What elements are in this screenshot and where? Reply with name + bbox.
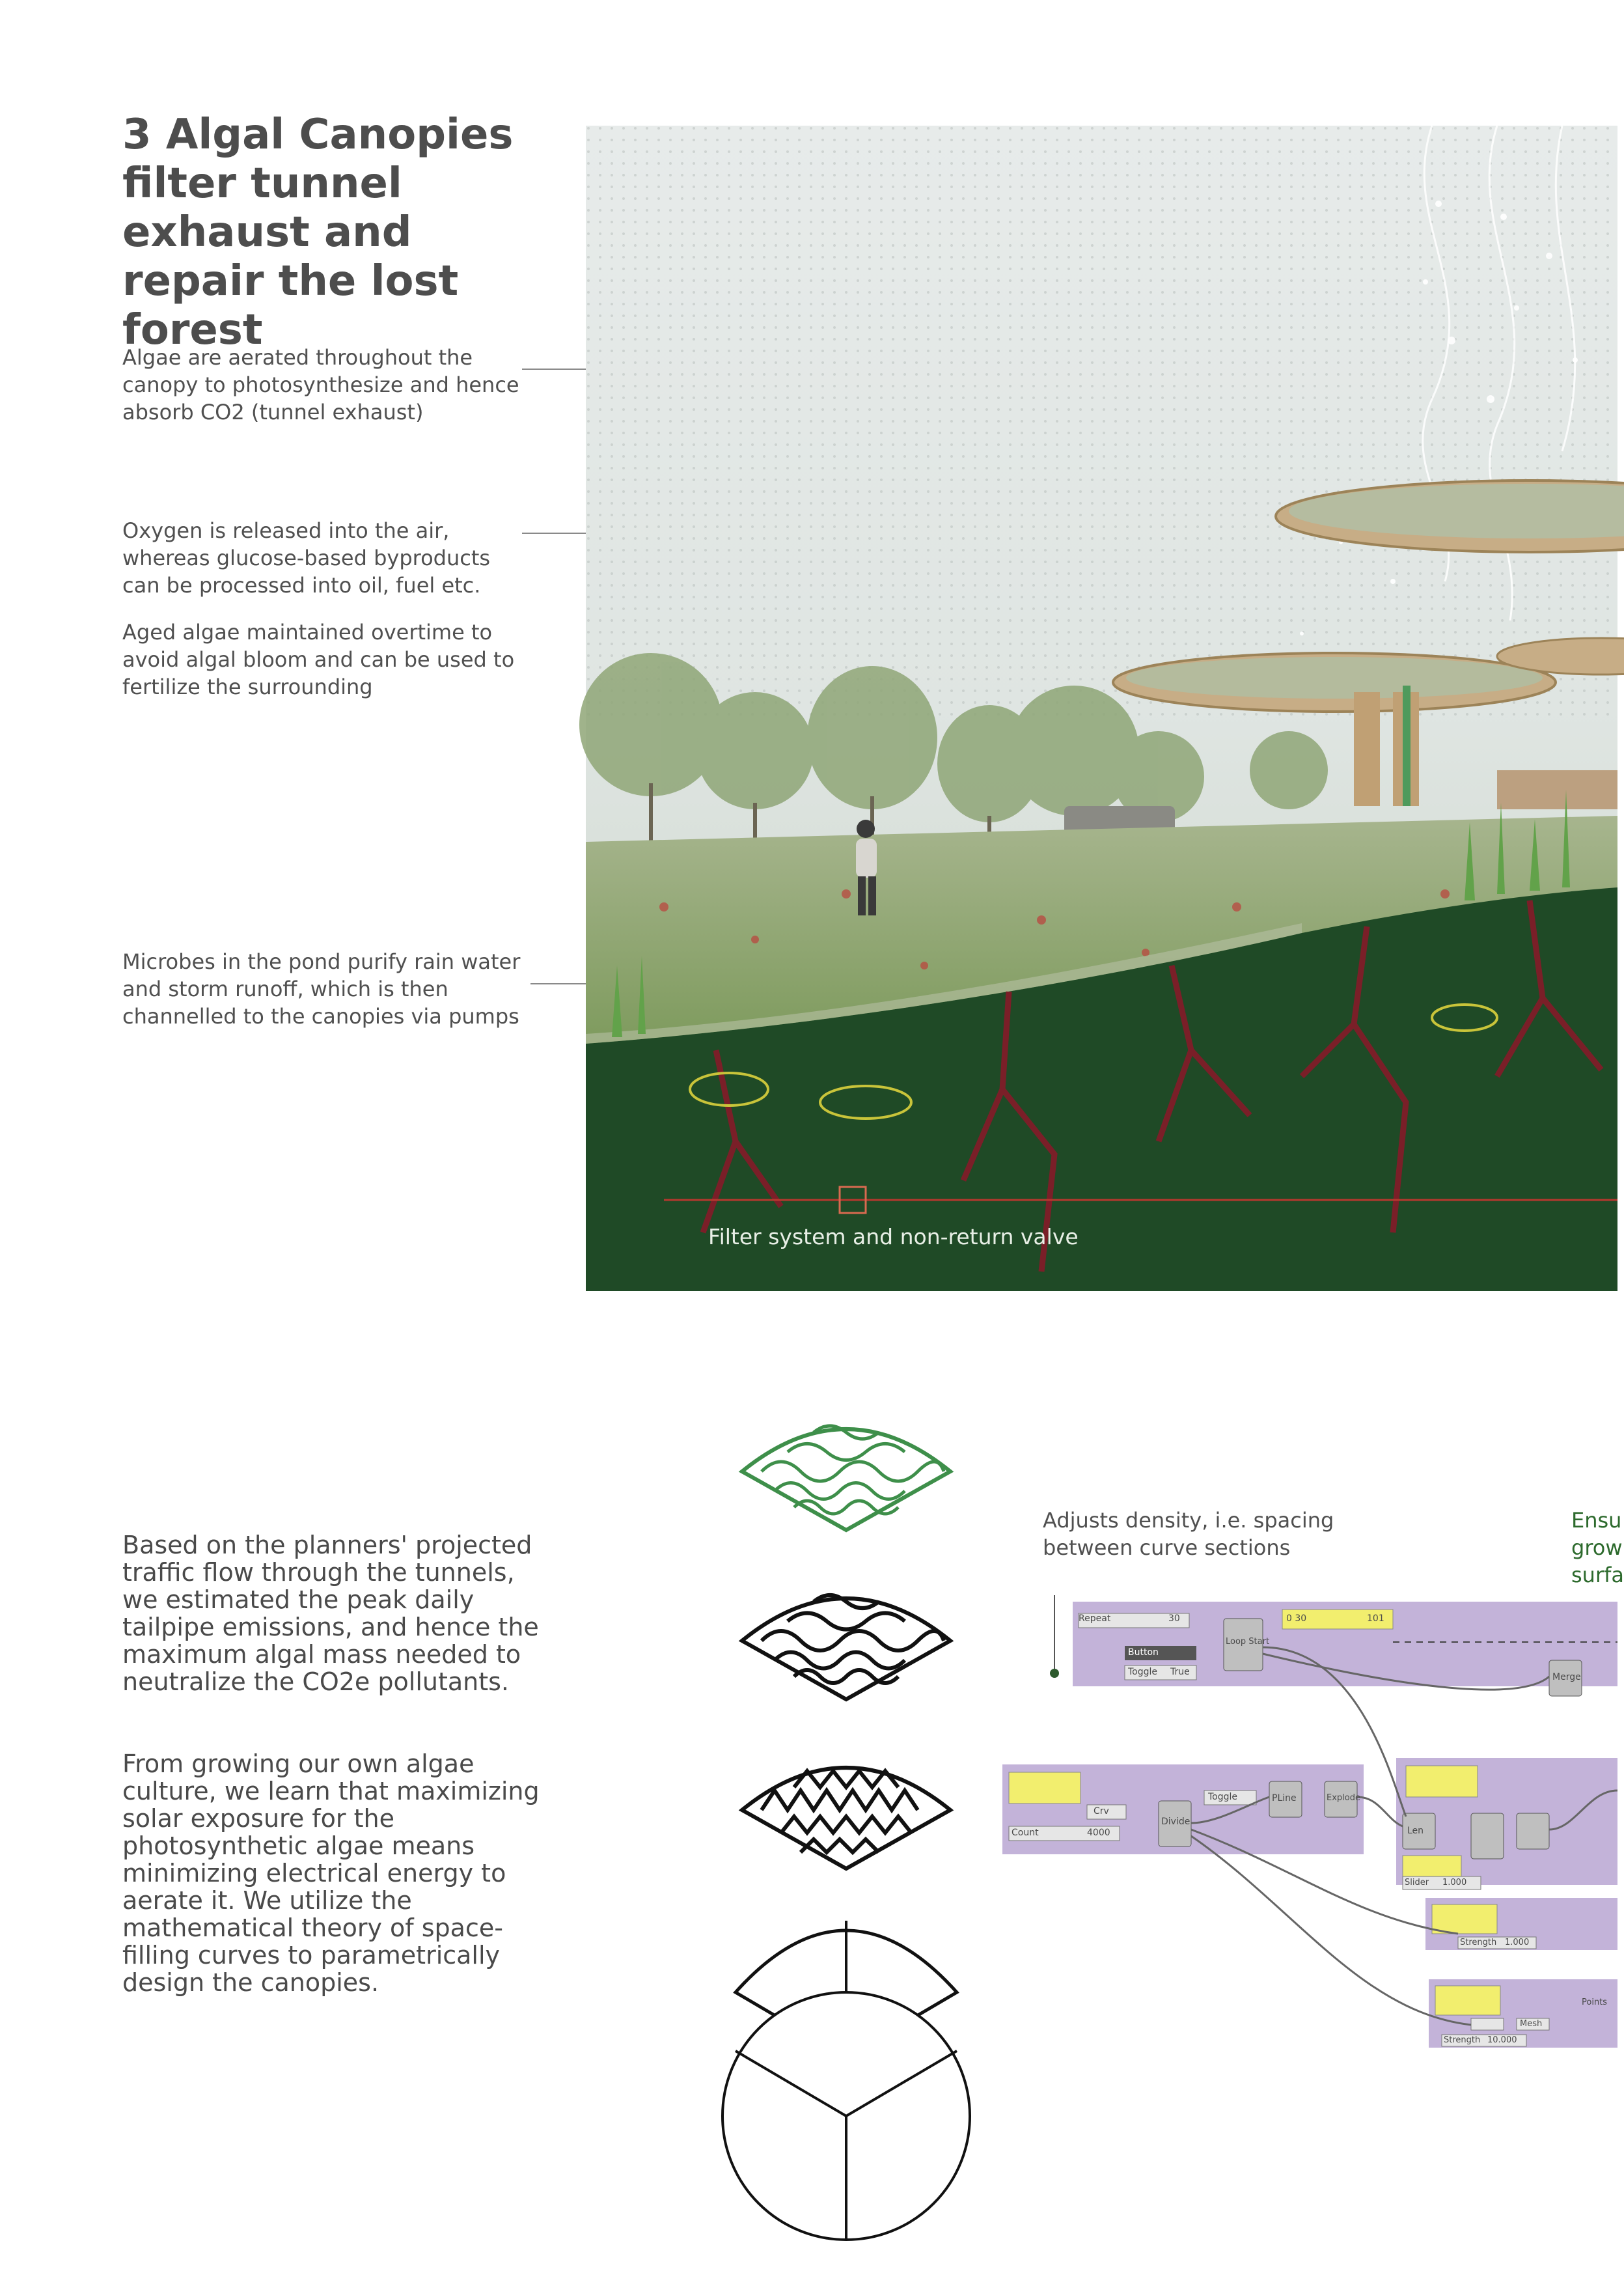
fan-pattern-black-1: [742, 1595, 950, 1699]
body-paragraph-emissions: Based on the planners' projected traffic flow through the tunnels, we estimated the peak daily tailpipe emissions, and hence the maximum algal mass needed to neutralize the CO2e pollutants.: [122, 1531, 539, 1696]
gh-label-strength-val-2: 10.000: [1487, 2035, 1517, 2045]
gh-label-mesh: Mesh: [1520, 2019, 1543, 2029]
circle-sections: [723, 1992, 970, 2240]
gh-label-count: Count: [1012, 1828, 1039, 1838]
gh-label-panel: 0 30: [1286, 1613, 1307, 1624]
gh-label-strength-2: Strength: [1444, 2035, 1481, 2045]
fan-pattern-green: [742, 1426, 950, 1530]
gh-label-loop-start: Loop Start: [1226, 1637, 1270, 1647]
gh-label-toggle: Toggle: [1128, 1667, 1158, 1677]
gh-label-toggle-2: Toggle: [1208, 1792, 1238, 1802]
annotation-microbes: Microbes in the pond purify rain water and storm runoff, which is then channelled to the canopies via pumps: [122, 949, 521, 1029]
gh-label-toggle-val: True: [1170, 1667, 1190, 1677]
gh-note-ensure: Ensu grow surfa: [1571, 1508, 1624, 1587]
gh-label-pline: PLine: [1272, 1793, 1297, 1804]
body-paragraph-space-filling: From growing our own algae culture, we learn that maximizing solar exposure for the photosynthetic algae means minimizing electrical energy to aerate it. We utilize the mathematical theory of space-filling curves to parametrically design the canopies.: [122, 1749, 540, 1997]
gh-panel-note-2: [1406, 1766, 1478, 1797]
gh-label-panel-2: 101: [1367, 1613, 1384, 1624]
gh-label-repeat-val: 30: [1168, 1613, 1180, 1624]
gh-remap: [1471, 1813, 1504, 1859]
dot-pattern: [586, 126, 1617, 725]
annotation-aeration: Algae are aerated throughout the canopy to photosynthesize and hence absorb CO2 (tunnel exhaust): [122, 345, 519, 425]
gh-label-strength: Strength: [1460, 1938, 1497, 1947]
gh-panel-note-3: [1432, 1904, 1497, 1934]
gh-label-explode: Explode: [1327, 1793, 1360, 1803]
render-caption: Filter system and non-return valve: [708, 1224, 1079, 1249]
leader-line-microbes: [530, 983, 589, 984]
gh-label-button: Button: [1128, 1647, 1159, 1658]
gh-param-crv-2: [1471, 2018, 1504, 2030]
gh-note-dot: [1050, 1669, 1059, 1678]
render-illustration: [586, 126, 1617, 1291]
gh-label-merge: Merge: [1552, 1672, 1581, 1682]
gh-label-crv: Crv: [1094, 1806, 1109, 1817]
landscape-render: [586, 126, 1617, 1291]
fan-pattern-black-2: [742, 1768, 950, 1869]
gh-panel-note: [1009, 1772, 1080, 1804]
gh-label-divide: Divide: [1161, 1817, 1190, 1827]
canopy-diagrams: [716, 1400, 989, 2155]
annotation-aged-algae: Aged algae maintained overtime to avoid algal bloom and can be used to fertilize the surrounding: [122, 620, 515, 699]
page-title: 3 Algal Canopies filter tunnel exhaust and repair the lost forest: [122, 111, 514, 354]
gh-label-strength-val: 1.000: [1505, 1938, 1530, 1947]
gh-note-density: Adjusts density, i.e. spacing between curve sections: [1043, 1508, 1334, 1560]
canopy-diagram-stack: [716, 1400, 989, 2155]
gh-component-a: [1517, 1813, 1549, 1849]
gh-panel-note-4: [1435, 1986, 1500, 2015]
gh-label-count-val: 4000: [1087, 1828, 1110, 1838]
grasshopper-definition: [1002, 1595, 1617, 2181]
annotation-oxygen: Oxygen is released into the air, whereas glucose-based byproducts can be processed into oil, fuel etc.: [122, 518, 491, 598]
gh-label-slider: Slider: [1405, 1878, 1429, 1887]
gh-label-repeat: Repeat: [1079, 1613, 1111, 1624]
gh-label-slider-val: 1.000: [1442, 1878, 1467, 1887]
gh-label-len: Len: [1407, 1826, 1424, 1836]
gh-label-points: Points: [1582, 1998, 1608, 2007]
